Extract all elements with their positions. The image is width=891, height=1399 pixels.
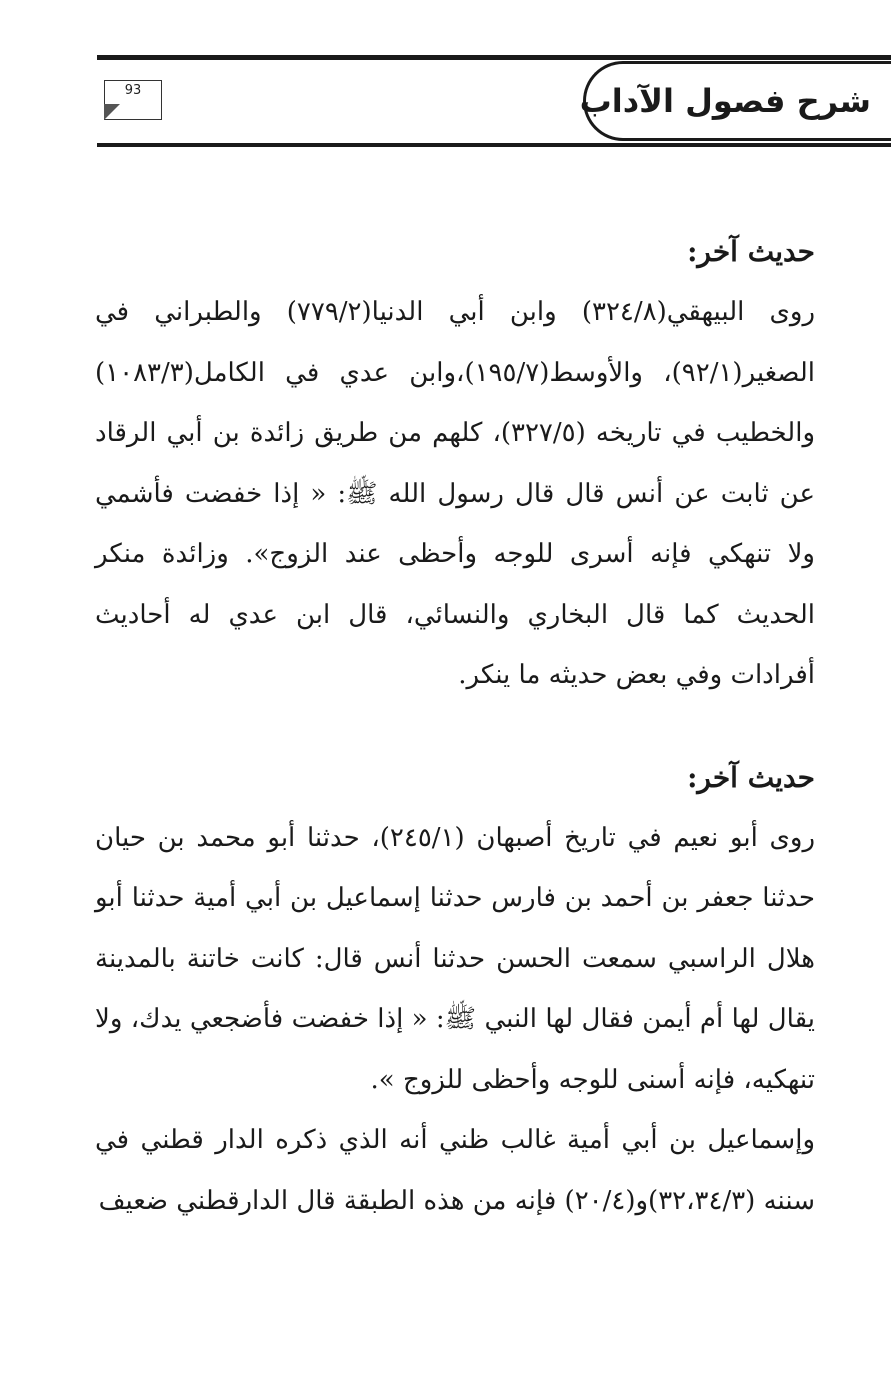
section-heading: حديث آخر:: [687, 235, 815, 268]
section-spacer: [95, 706, 815, 748]
section-paragraph: وإسماعيل بن أبي أمية غالب ظني أنه الذي ذكره الدار قطني في سننه (٣٢،٣٤/٣)و(٢٠/٤) فإنه من هذه الطبقة قال الدارقطني ضعيف: [95, 1125, 815, 1216]
section-heading: حديث آخر:: [687, 760, 815, 794]
page-header: [0, 0, 891, 160]
book-title: شرح فصول الآداب: [579, 82, 871, 120]
section-paragraph: روى أبو نعيم في تاريخ أصبهان (٢٤٥/١)، حدثنا أبو محمد بن حيان حدثنا جعفر بن أحمد بن فارس حدثنا إسماعيل بن أبي أمية حدثنا أبو هلال الراسبي سمعت الحسن حدثنا أنس قال: كانت خاتنة بالمدينة يقال لها أم أيمن فقال لها النبي ﷺ: « إذا خفضت فأضجعي يدك، ولا تنهكيه، فإنه أسنى للوجه وأحظى للزوج ».: [95, 822, 816, 1095]
page-body: [95, 222, 815, 1231]
header-top-rule: [97, 55, 891, 60]
page-number: 93: [124, 83, 142, 98]
page-corner-fold-icon: [104, 104, 120, 120]
section-paragraph: روى البيهقي(٣٢٤/٨) وابن أبي الدنيا(٧٧٩/٢) والطبراني في الصغير(٩٢/١)، والأوسط(١٩٥/٧)،وابن عدي في الكامل(١٠٨٣/٣) والخطيب في تاريخه (٣٢٧/٥)، كلهم من طريق زائدة بن أبي الرقاد عن ثابت عن أنس قال قال رسول الله ﷺ: « إذا خفضت فأشمي ولا تنهكي فإنه أسرى للوجه وأحظى عند الزوج». وزائدة منكر الحديث كما قال البخاري والنسائي، قال ابن عدي له أحاديث أفرادات وفي بعض حديثه ما ينكر.: [95, 297, 816, 690]
header-bottom-rule: [97, 143, 891, 147]
